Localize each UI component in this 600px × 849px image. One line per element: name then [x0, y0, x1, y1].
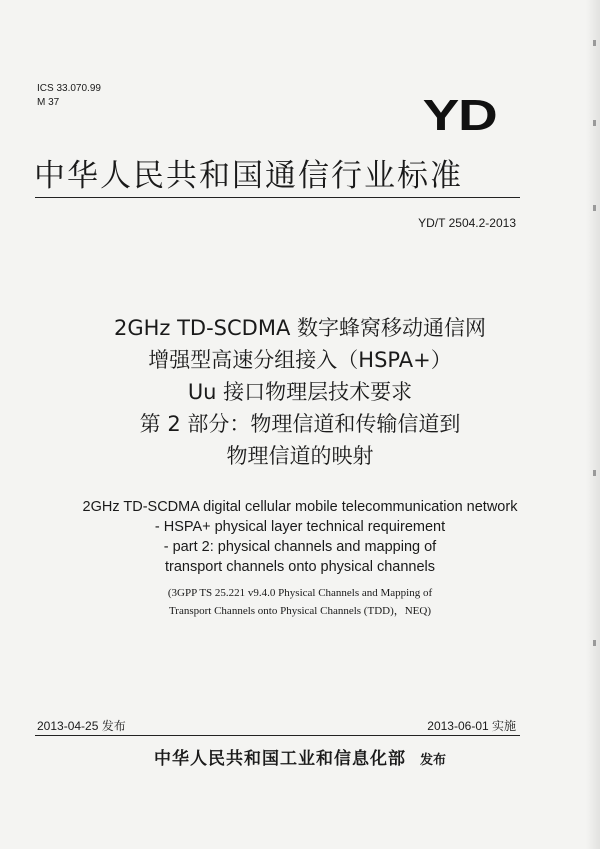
publish-date: 2013-04-25 发布	[37, 719, 126, 733]
header-divider	[35, 197, 520, 198]
equivalence-line: (3GPP TS 25.221 v9.4.0 Physical Channels and Mapping of	[167, 587, 433, 599]
chinese-title-line: Uu 接口物理层技术要求	[187, 380, 413, 404]
chinese-title-line: 2GHz TD-SCDMA 数字蜂窝移动通信网	[113, 316, 487, 340]
issuer-verb: 发布	[419, 753, 446, 768]
chinese-title	[0, 312, 600, 472]
scan-mark	[593, 640, 596, 646]
chinese-title-line: 物理信道的映射	[226, 444, 374, 468]
yd-logo	[410, 91, 510, 140]
implementation-date: 2013-06-01 实施	[427, 719, 516, 733]
ccs-code: M 37	[37, 97, 60, 108]
scan-mark	[593, 205, 596, 211]
english-title-line: - part 2: physical channels and mapping of	[163, 539, 437, 555]
logo-text: YD	[423, 91, 497, 140]
chinese-title-line: 第 2 部分：物理信道和传输信道到	[139, 412, 461, 436]
equivalence-line: Transport Channels onto Physical Channels (TDD)，NEQ)	[168, 605, 432, 617]
english-title-line: 2GHz TD-SCDMA digital cellular mobile telecommunication network	[82, 499, 518, 515]
issuer-organization: 中华人民共和国工业和信息化部	[153, 749, 406, 769]
equivalence-note	[0, 584, 600, 620]
scan-mark	[593, 120, 596, 126]
footer-divider	[35, 735, 520, 736]
english-title-line: transport channels onto physical channels	[164, 559, 436, 575]
chinese-title-line: 增强型高速分组接入（HSPA+）	[148, 348, 452, 372]
standard-number: YD/T 2504.2-2013	[418, 216, 516, 230]
classification-codes	[37, 82, 101, 110]
scan-mark	[593, 40, 596, 46]
english-title-line: - HSPA+ physical layer technical requirement	[154, 519, 446, 535]
ics-code: ICS 33.070.99	[37, 83, 101, 94]
english-title	[0, 497, 600, 577]
standard-category-title: 中华人民共和国通信行业标准	[34, 158, 463, 194]
issuer	[0, 744, 600, 769]
